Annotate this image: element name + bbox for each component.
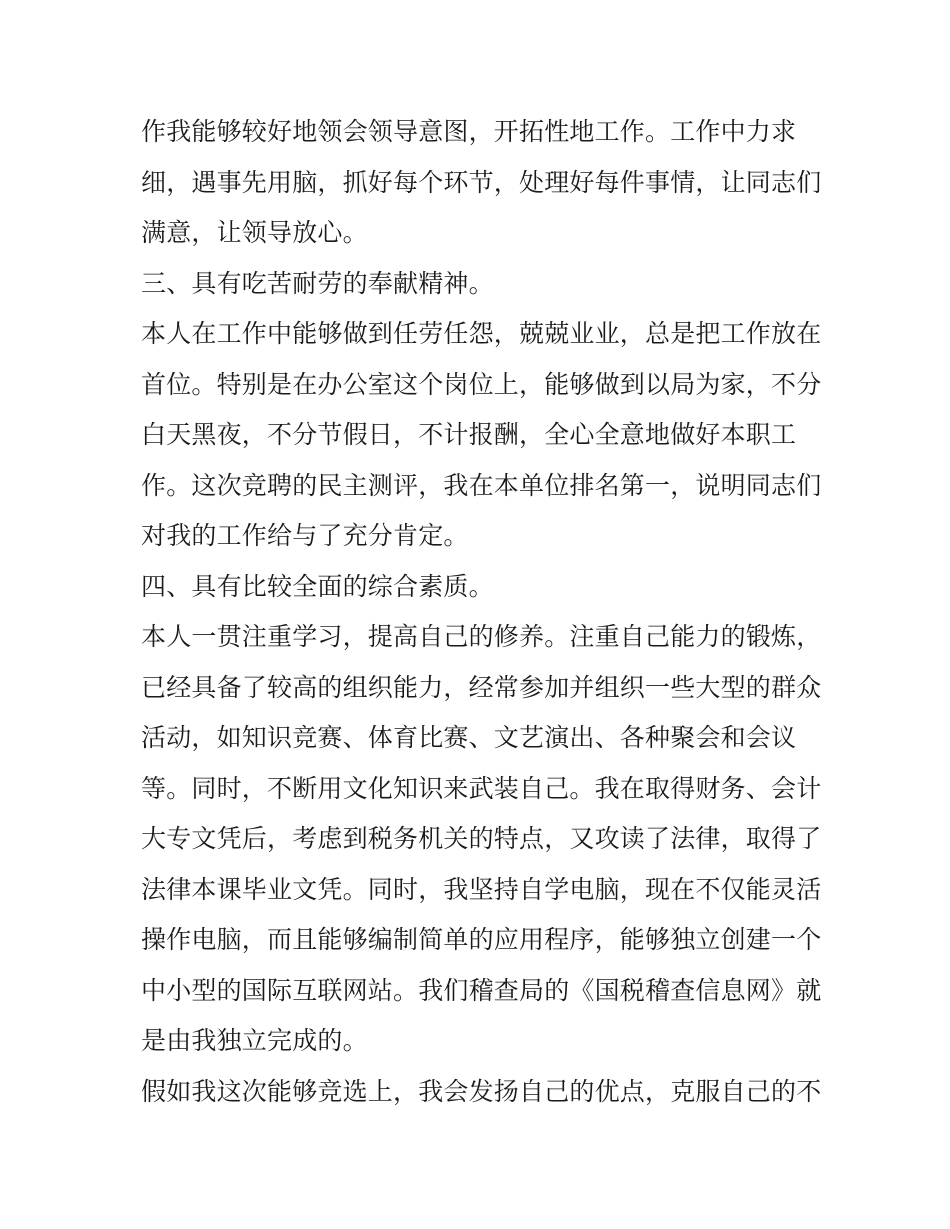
text-line: 作我能够较好地领会领导意图，开拓性地工作。工作中力求 <box>141 117 797 146</box>
text-line: 等。同时，不断用文化知识来武装自己。我在取得财务、会计 <box>141 773 822 803</box>
text-line: 法律本课毕业文凭。同时，我坚持自学电脑，现在不仅能灵活 <box>141 874 822 904</box>
section-heading: 三、具有吃苦耐劳的奉献精神。 <box>141 268 494 298</box>
text-line: 首位。特别是在办公室这个岗位上，能够做到以局为家，不分 <box>141 369 822 399</box>
text-line: 本人一贯注重学习，提高自己的修养。注重自己能力的锻炼， <box>141 622 822 651</box>
text-line: 中小型的国际互联网站。我们稽查局的《国税稽查信息网》就 <box>141 975 822 1005</box>
text-line: 满意，让领导放心。 <box>141 218 368 247</box>
text-line: 操作电脑，而且能够编制简单的应用程序，能够独立创建一个 <box>141 925 822 954</box>
text-line: 对我的工作给与了充分肯定。 <box>141 521 469 550</box>
text-line: 大专文凭后，考虑到税务机关的特点，又攻读了法律，取得了 <box>141 824 822 853</box>
text-line: 活动，如知识竞赛、体育比赛、文艺演出、各种聚会和会议 <box>141 723 797 752</box>
text-line: 已经具备了较高的组织能力，经常参加并组织一些大型的群众 <box>141 672 822 702</box>
section-heading: 四、具有比较全面的综合素质。 <box>141 571 494 601</box>
document-body <box>141 107 821 1117</box>
text-line: 白天黑夜，不分节假日，不计报酬，全心全意地做好本职工 <box>141 420 797 449</box>
text-line: 是由我独立完成的。 <box>141 1026 368 1055</box>
text-line: 细，遇事先用脑，抓好每个环节，处理好每件事情，让同志们 <box>141 167 822 197</box>
text-line: 假如我这次能够竞选上，我会发扬自己的优点，克服自己的不 <box>141 1076 822 1106</box>
text-line: 作。这次竞聘的民主测评，我在本单位排名第一，说明同志们 <box>141 470 822 500</box>
text-line: 本人在工作中能够做到任劳任怨，兢兢业业，总是把工作放在 <box>141 319 822 348</box>
